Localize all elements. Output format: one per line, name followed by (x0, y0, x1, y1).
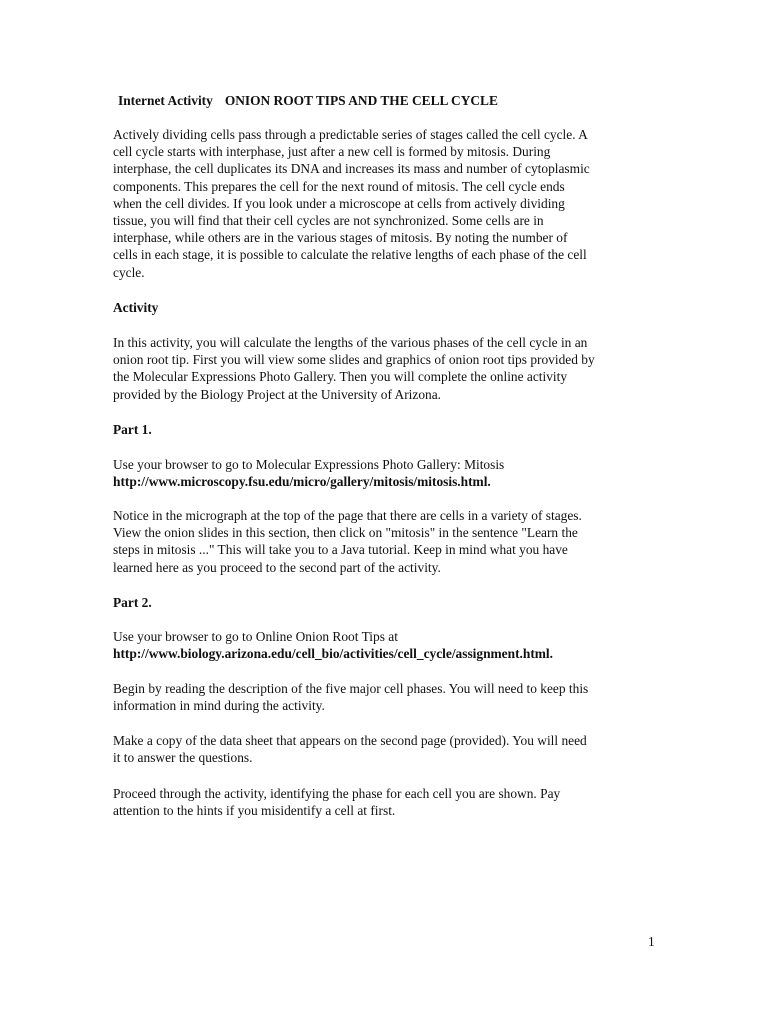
activity-line: provided by the Biology Project at the University of Arizona. (113, 386, 442, 402)
activity-line: In this activity, you will calculate the lengths of the various phases of the cell cycle in an (113, 335, 588, 350)
part1-instruction-paragraph (113, 456, 658, 490)
intro-line: cells in each stage, it is possible to calculate the relative lengths of each phase of the cell (113, 247, 587, 263)
part1-notice-line: learned here as you proceed to the second part of the activity. (113, 559, 441, 575)
intro-line: cycle. (113, 264, 145, 280)
part1-instruction: Use your browser to go to Molecular Expressions Photo Gallery: Mitosis (113, 457, 505, 472)
part2-begin-paragraph (113, 680, 658, 714)
intro-line: when the cell divides. If you look under a microscope at cells from actively dividing (113, 195, 565, 211)
part2-url-link[interactable]: http://www.biology.arizona.edu/cell_bio/activities/cell_cycle/assignment.html. (113, 646, 554, 662)
part2-begin-line: Begin by reading the description of the five major cell phases. You will need to keep this (113, 681, 589, 696)
part1-notice-line: steps in mitosis ..." This will take you to a Java tutorial. Keep in mind what you have (113, 542, 568, 558)
part2-begin-line: information in mind during the activity. (113, 698, 325, 714)
page-number: 1 (648, 934, 655, 949)
part2-copy-line: it to answer the questions. (113, 750, 253, 766)
part1-notice-line: Notice in the micrograph at the top of the page that there are cells in a variety of stages. (113, 508, 582, 523)
part1-url-link[interactable]: http://www.microscopy.fsu.edu/micro/gallery/mitosis/mitosis.html. (113, 474, 491, 490)
activity-heading: Activity (113, 300, 159, 315)
intro-paragraph (113, 126, 658, 281)
title-main: ONION ROOT TIPS AND THE CELL CYCLE (224, 93, 498, 108)
part1-notice-paragraph (113, 507, 658, 576)
part2-heading: Part 2. (113, 595, 152, 610)
part2-instruction: Use your browser to go to Online Onion Root Tips at (113, 629, 398, 644)
intro-line: interphase, the cell duplicates its DNA and increases its mass and number of cytoplasmic (113, 161, 590, 177)
part2-proceed-line: attention to the hints if you misidentify a cell at first. (113, 803, 396, 819)
intro-line: tissue, you will find that their cell cycles are not synchronized. Some cells are in (113, 213, 544, 229)
part1-heading: Part 1. (113, 422, 152, 437)
intro-line: components. This prepares the cell for the next round of mitosis. The cell cycle ends (113, 178, 565, 194)
part2-copy-paragraph (113, 732, 658, 766)
activity-line: the Molecular Expressions Photo Gallery. Then you will complete the online activity (113, 369, 568, 385)
part2-proceed-paragraph (113, 785, 658, 819)
intro-line: Actively dividing cells pass through a predictable series of stages called the cell cycle. A (113, 127, 588, 142)
document-title (118, 92, 498, 109)
title-label: Internet Activity (118, 93, 213, 108)
part1-notice-line: View the onion slides in this section, then click on "mitosis" in the sentence "Learn the (113, 525, 578, 541)
activity-line: onion root tip. First you will view some slides and graphics of onion root tips provided by (113, 352, 595, 368)
part2-instruction-paragraph (113, 628, 658, 662)
intro-line: interphase, while others are in the various stages of mitosis. By noting the number of (113, 230, 568, 246)
part2-copy-line: Make a copy of the data sheet that appears on the second page (provided). You will need (113, 733, 587, 748)
activity-paragraph (113, 334, 658, 403)
intro-line: cell cycle starts with interphase, just after a new cell is formed by mitosis. During (113, 144, 551, 160)
part2-proceed-line: Proceed through the activity, identifying the phase for each cell you are shown. Pay (113, 786, 561, 801)
